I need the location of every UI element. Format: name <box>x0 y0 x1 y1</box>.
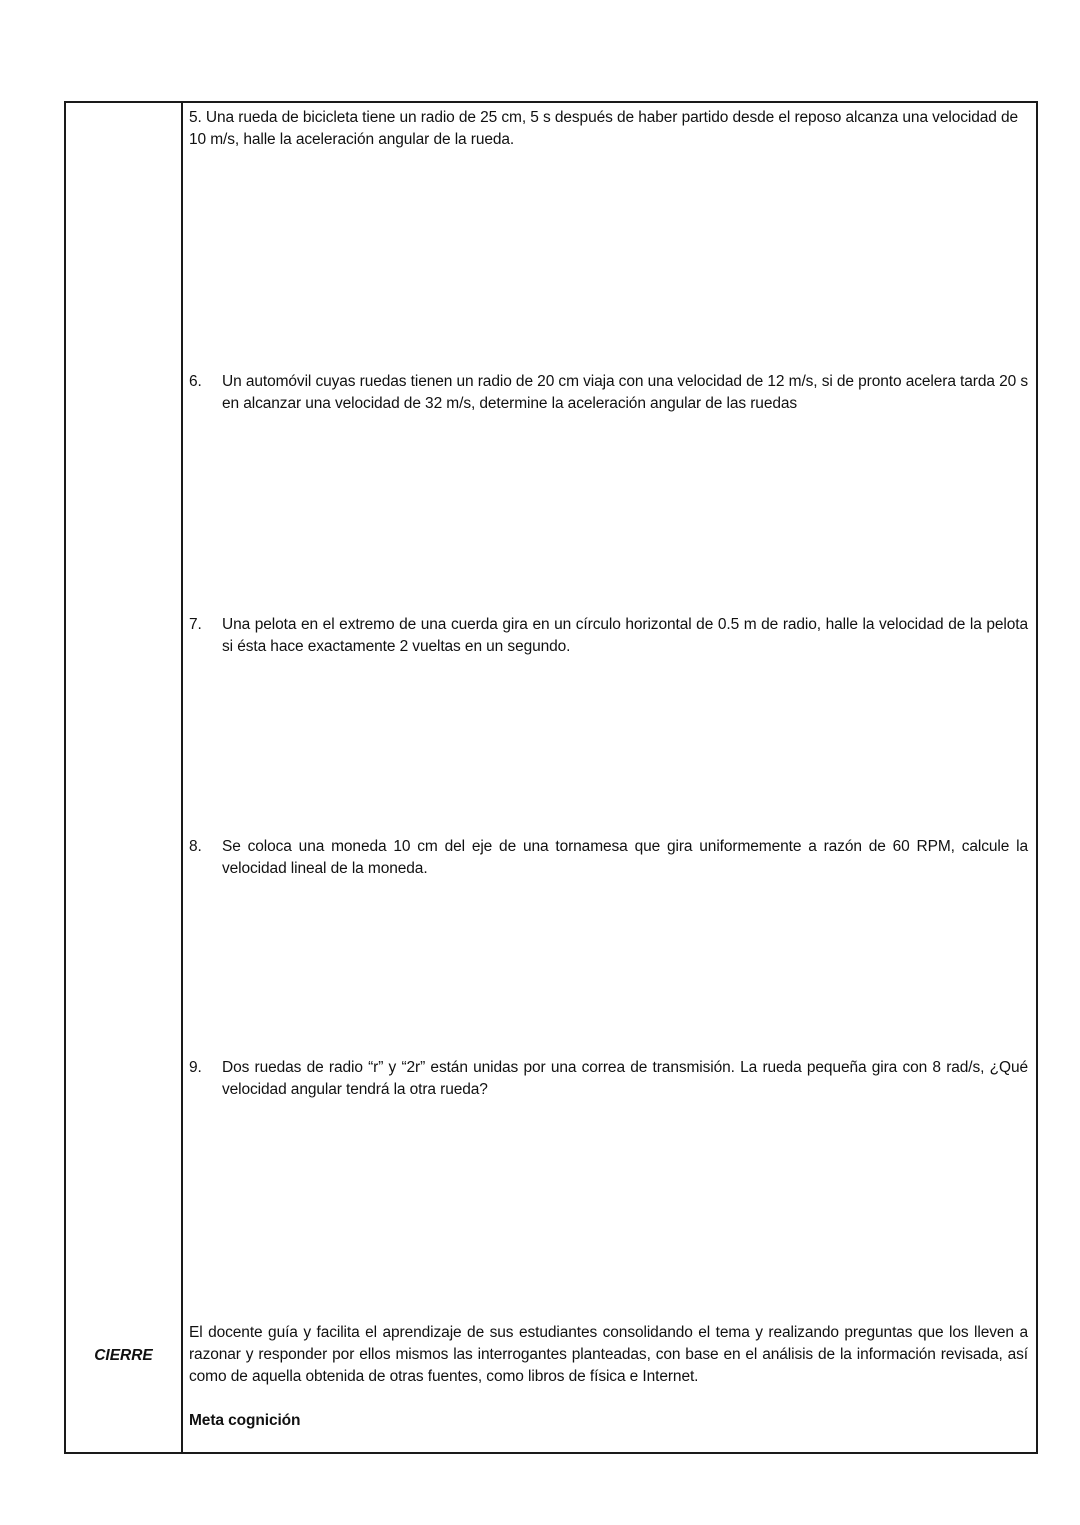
exercise-8-text: Se coloca una moneda 10 cm del eje de una tornamesa que gira uniformemente a razón de 60 RPM, calcule la velocidad lineal de la moneda. <box>222 838 1028 877</box>
exercise-7-number: 7. <box>189 616 202 633</box>
exercise-9 <box>189 1057 1028 1101</box>
closing-paragraph: El docente guía y facilita el aprendizaje de sus estudiantes consolidando el tema y realizando preguntas que los lleven a razonar y responder por ellos mismos las interrogantes planteadas, con base en el análisis de la información revisada, así como de aquella obtenida de otras fuentes, como libros de física e Internet. <box>189 1324 1028 1385</box>
exercise-8 <box>189 836 1028 880</box>
exercise-9-text: Dos ruedas de radio “r” y “2r” están unidas por una correa de transmisión. La rueda pequeña gira con 8 rad/s, ¿Qué velocidad angular tendrá la otra rueda? <box>222 1059 1028 1098</box>
exercise-6-number: 6. <box>189 373 202 390</box>
lesson-table <box>64 101 1038 1454</box>
content-column <box>189 103 1028 1452</box>
exercise-7-text: Una pelota en el extremo de una cuerda gira en un círculo horizontal de 0.5 m de radio, halle la velocidad de la pelota si ésta hace exactamente 2 vueltas en un segundo. <box>222 616 1028 655</box>
exercise-8-number: 8. <box>189 838 202 855</box>
section-label-cierre: CIERRE <box>94 1347 153 1364</box>
meta-cognition-heading: Meta cognición <box>189 1412 301 1429</box>
exercise-5: 5. Una rueda de bicicleta tiene un radio de 25 cm, 5 s después de haber partido desde el reposo alcanza una velocidad de 10 m/s, halle la aceleración angular de la rueda. <box>189 109 1019 148</box>
exercise-7 <box>189 614 1028 658</box>
exercise-6 <box>189 371 1028 415</box>
exercise-6-text: Un automóvil cuyas ruedas tienen un radio de 20 cm viaja con una velocidad de 12 m/s, si de pronto acelera tarda 20 s en alcanzar una velocidad de 32 m/s, determine la aceleración angular de las ruedas <box>222 373 1028 412</box>
column-divider <box>181 103 183 1452</box>
exercise-9-number: 9. <box>189 1059 202 1076</box>
